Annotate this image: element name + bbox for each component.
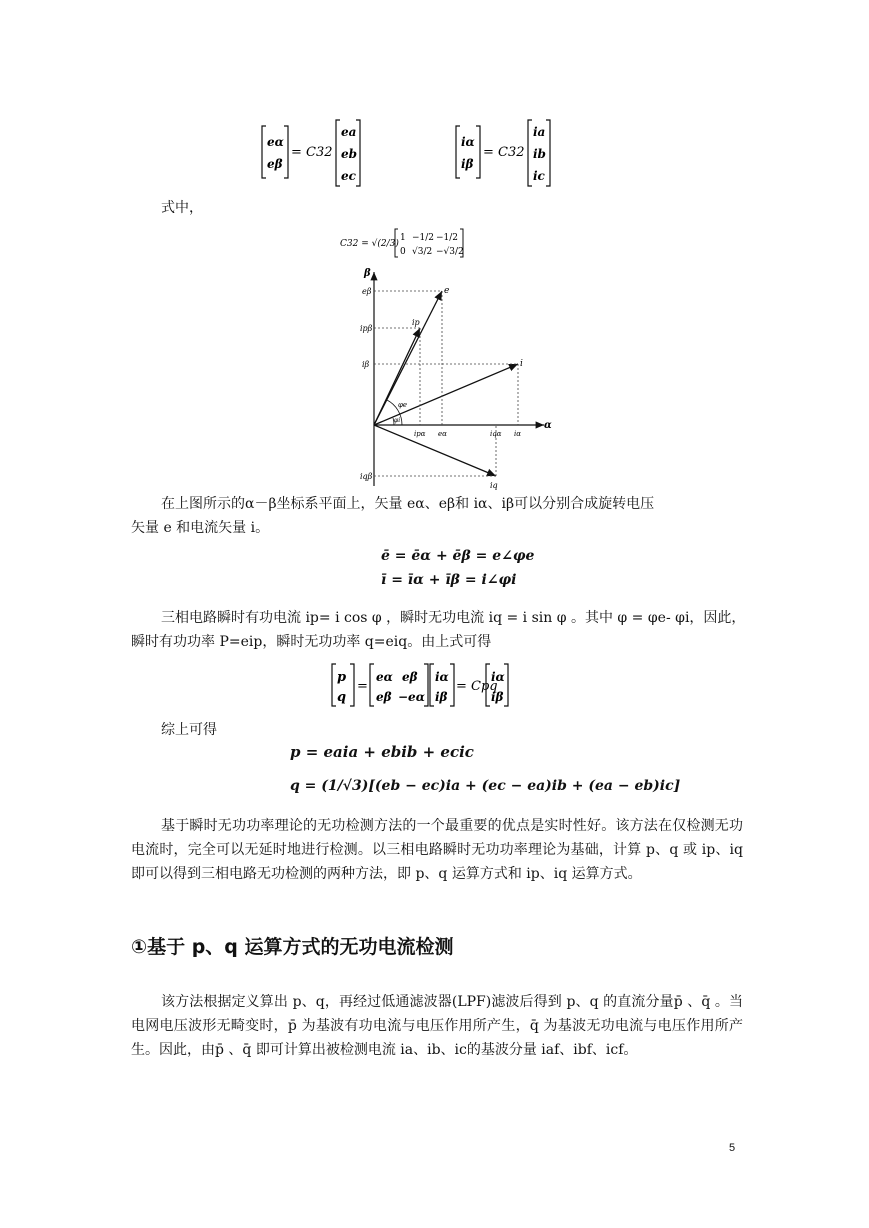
svg-text:iβ: iβ	[362, 360, 370, 369]
svg-text:iqβ: iqβ	[360, 472, 373, 481]
equation-p: p = eaia + ebib + ecic	[290, 743, 474, 761]
para2-line2: 瞬时有功功率 P=eip，瞬时无功功率 q=eiq。由上式可得	[131, 634, 492, 650]
svg-text:iα: iα	[514, 430, 521, 438]
svg-text:iβ: iβ	[435, 690, 448, 704]
svg-text:φi: φi	[394, 417, 401, 424]
op-c32: = C32	[291, 145, 333, 160]
svg-text:−1/2: −1/2	[436, 233, 459, 243]
svg-text:eβ: eβ	[402, 670, 418, 684]
svg-text:1: 1	[400, 233, 406, 243]
svg-text:eβ: eβ	[362, 287, 372, 296]
svg-text:eα: eα	[438, 430, 447, 438]
label-zongshang: 综上可得	[161, 722, 217, 738]
svg-text:e: e	[444, 286, 450, 296]
svg-text:ipα: ipα	[414, 430, 426, 438]
e-b: eb	[341, 147, 358, 161]
svg-text:iβ: iβ	[491, 690, 504, 704]
svg-text:β: β	[364, 268, 371, 279]
e-a: ea	[341, 125, 357, 139]
svg-text:−√3/2: −√3/2	[436, 247, 464, 257]
para1-line2: 矢量 e 和电流矢量 i。	[131, 520, 270, 536]
equals: =	[357, 679, 368, 694]
svg-text:φe: φe	[398, 401, 408, 409]
equation-c32	[340, 226, 470, 260]
svg-text:iα: iα	[435, 670, 449, 684]
svg-text:iα: iα	[491, 670, 505, 684]
para4: 该方法根据定义算出 p、q，再经过低通滤波器(LPF)滤波后得到 p、q 的直流分量p̄ 、q̄ 。当电网电压波形无畸变时，p̄ 为基波有功电流与电压作用所产生，q̄ 为基波无功电流与电压作用所产生。因此，由p̄ 、q̄ 即可计算出被检测电流 ia、ib、ic的基波分量 iaf、ibf、icf。	[131, 994, 743, 1058]
i-beta: iβ	[461, 157, 474, 171]
label-shizhong: 式中，	[161, 200, 203, 216]
op-c32: = C32	[483, 145, 525, 160]
svg-text:= Cpq: = Cpq	[456, 679, 498, 694]
para2-line1: 三相电路瞬时有功电流 ip= i cos φ ，瞬时无功电流 iq = i sin φ 。其中 φ = φe- φi，因此，	[161, 610, 746, 626]
svg-text:C32 = √(2/3): C32 = √(2/3)	[340, 239, 399, 249]
para3: 基于瞬时无功功率理论的无功检测方法的一个最重要的优点是实时性好。该方法在仅检测无功电流时，完全可以无延时地进行检测。以三相电路瞬时无功功率理论为基础，计算 p、q 或 ip、iq 即可以得到三相电路无功检测的两种方法，即 p、q 运算方式和 ip、iq 运算方式。	[131, 818, 743, 882]
svg-text:α: α	[544, 420, 552, 431]
vector-ip	[374, 328, 420, 425]
i-a: ia	[533, 125, 546, 139]
i-b: ib	[533, 147, 546, 161]
equation-vector-e: ē = ēα + ēβ = e∠φe	[381, 548, 535, 564]
svg-text:0: 0	[400, 247, 406, 257]
e-alpha: eα	[267, 135, 284, 149]
para1-line1: 在上图所示的α－β坐标系平面上，矢量 eα、eβ和 iα、iβ可以分别合成旋转电压	[161, 496, 655, 512]
svg-text:q: q	[337, 690, 347, 705]
vector-i	[374, 364, 518, 425]
svg-text:−eα: −eα	[398, 690, 425, 704]
svg-text:iqα: iqα	[490, 430, 502, 438]
equation-q: q = (1/√3)[(eb − ec)ia + (ec − ea)ib + (ea − eb)ic]	[290, 778, 681, 794]
page-number: 5	[729, 1142, 736, 1154]
vector-diagram	[358, 264, 558, 490]
equation-vector-i: ī = īα + īβ = i∠φi	[381, 572, 517, 588]
svg-text:iq: iq	[490, 481, 498, 490]
svg-text:eα: eα	[376, 670, 393, 684]
svg-text:p: p	[337, 670, 347, 685]
svg-text:ip: ip	[412, 318, 420, 327]
svg-text:i: i	[520, 359, 523, 369]
svg-text:−1/2: −1/2	[412, 233, 435, 243]
svg-text:√3/2: √3/2	[412, 247, 433, 257]
equation-pq-matrix	[330, 660, 510, 710]
section-heading: ①基于 p、q 运算方式的无功电流检测	[131, 936, 454, 958]
equation-transform-e	[258, 118, 368, 190]
e-beta: eβ	[267, 157, 283, 171]
svg-text:ipβ: ipβ	[360, 324, 373, 333]
equation-transform-i	[452, 118, 562, 190]
e-c: ec	[341, 169, 356, 183]
vector-iq	[374, 425, 496, 476]
svg-text:eβ: eβ	[376, 690, 392, 704]
i-c: ic	[533, 169, 545, 183]
i-alpha: iα	[461, 135, 475, 149]
